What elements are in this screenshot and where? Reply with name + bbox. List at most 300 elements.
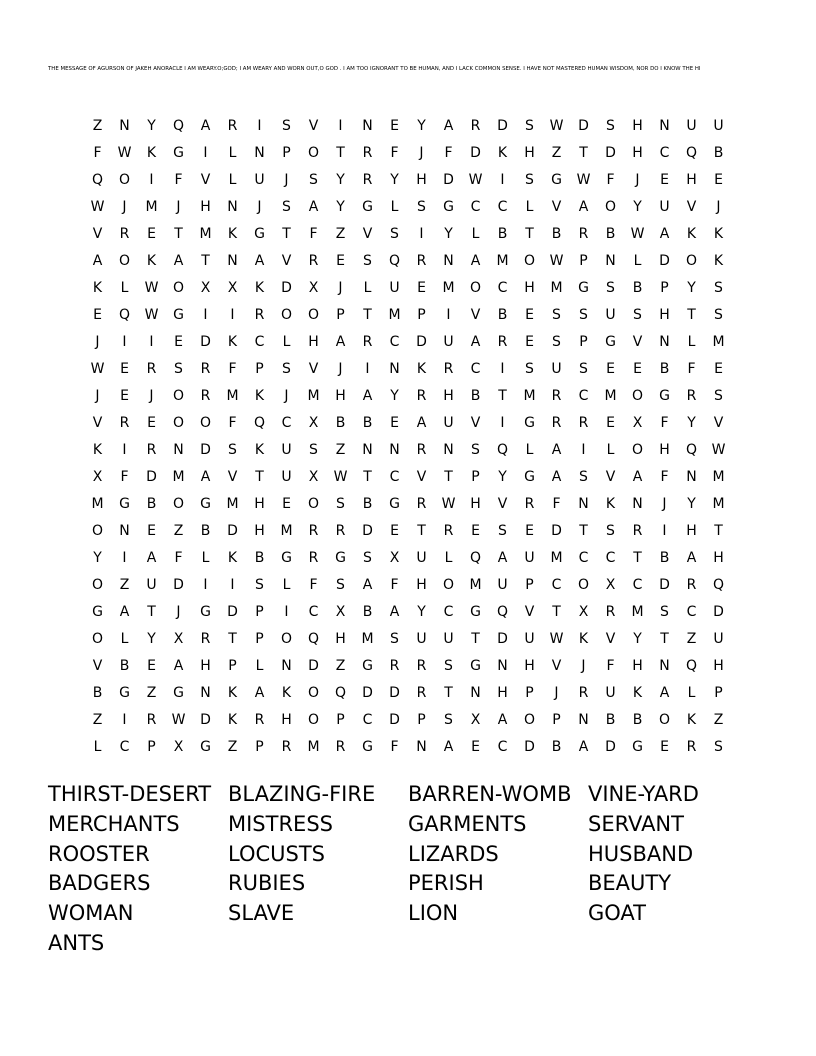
grid-letter: R <box>416 495 427 512</box>
grid-letter: R <box>335 738 346 755</box>
grid-letter: G <box>254 225 265 242</box>
grid-letter: F <box>606 657 615 674</box>
grid-letter: I <box>122 549 127 566</box>
grid-letter: E <box>282 495 291 512</box>
grid-letter: T <box>363 306 372 323</box>
grid-letter: U <box>659 198 670 215</box>
word-list-item: BADGERS <box>48 871 151 896</box>
grid-letter: E <box>606 414 615 431</box>
grid-letter: K <box>227 549 238 566</box>
grid-letter: X <box>335 603 346 620</box>
grid-letter: C <box>119 738 130 755</box>
grid-letter: Q <box>334 684 347 701</box>
grid-letter: V <box>605 468 616 485</box>
grid-letter: S <box>606 117 615 134</box>
grid-letter: P <box>660 279 669 296</box>
grid-letter: J <box>635 171 640 188</box>
grid-letter: S <box>390 225 399 242</box>
grid-letter: U <box>443 333 454 350</box>
grid-letter: F <box>444 144 453 161</box>
grid-row <box>84 463 732 490</box>
grid-letter: M <box>172 468 185 485</box>
grid-letter: E <box>120 360 129 377</box>
grid-letter: R <box>686 387 697 404</box>
word-list-item: LION <box>408 901 459 926</box>
grid-letter: O <box>658 711 671 728</box>
grid-letter: F <box>390 738 399 755</box>
grid-letter: L <box>201 549 210 566</box>
grid-letter: A <box>146 549 157 566</box>
grid-row <box>84 139 732 166</box>
grid-letter: F <box>390 576 399 593</box>
grid-letter: C <box>497 279 508 296</box>
grid-letter: T <box>498 387 507 404</box>
grid-letter: O <box>172 414 185 431</box>
grid-letter: U <box>551 360 562 377</box>
grid-letter: K <box>416 360 427 377</box>
grid-letter: O <box>604 198 617 215</box>
grid-letter: N <box>119 117 130 134</box>
grid-row <box>84 409 732 436</box>
grid-letter: T <box>579 522 588 539</box>
grid-letter: A <box>254 252 265 269</box>
grid-letter: R <box>254 306 265 323</box>
grid-letter: T <box>255 468 264 485</box>
grid-letter: J <box>419 144 424 161</box>
grid-letter: V <box>470 306 481 323</box>
grid-letter: G <box>443 198 454 215</box>
word-list-item: LOCUSTS <box>228 841 326 866</box>
grid-letter: V <box>227 468 238 485</box>
grid-letter: R <box>551 414 562 431</box>
grid-letter: P <box>417 711 426 728</box>
grid-letter: Z <box>686 630 697 647</box>
grid-letter: R <box>578 684 589 701</box>
grid-letter: E <box>714 171 723 188</box>
grid-letter: E <box>120 387 129 404</box>
word-list <box>48 780 768 959</box>
grid-letter: G <box>200 738 211 755</box>
grid-letter: E <box>714 360 723 377</box>
grid-letter: L <box>228 144 237 161</box>
grid-row <box>84 733 732 760</box>
grid-letter: G <box>389 495 400 512</box>
grid-letter: N <box>659 657 670 674</box>
grid-letter: H <box>254 522 265 539</box>
grid-letter: U <box>713 117 724 134</box>
grid-letter: R <box>281 738 292 755</box>
grid-letter: V <box>497 495 508 512</box>
grid-letter: J <box>95 387 100 404</box>
grid-letter: Y <box>417 117 426 134</box>
grid-letter: S <box>714 387 723 404</box>
grid-letter: A <box>497 711 508 728</box>
grid-letter: M <box>550 549 563 566</box>
grid-letter: U <box>146 576 157 593</box>
grid-letter: A <box>119 603 130 620</box>
grid-letter: L <box>525 198 534 215</box>
grid-letter: A <box>200 468 211 485</box>
grid-letter: L <box>282 333 291 350</box>
grid-letter: B <box>497 225 508 242</box>
grid-row <box>84 247 732 274</box>
grid-letter: B <box>119 657 130 674</box>
grid-letter: X <box>227 279 238 296</box>
grid-letter: R <box>686 576 697 593</box>
grid-letter: O <box>442 576 455 593</box>
grid-letter: K <box>713 225 724 242</box>
grid-letter: D <box>659 576 670 593</box>
grid-letter: Q <box>685 657 698 674</box>
grid-letter: T <box>525 225 534 242</box>
grid-letter: V <box>92 657 103 674</box>
grid-letter: M <box>145 198 158 215</box>
grid-letter: M <box>388 306 401 323</box>
grid-letter: R <box>443 360 454 377</box>
grid-letter: H <box>200 198 211 215</box>
grid-letter: O <box>172 387 185 404</box>
grid-letter: R <box>308 522 319 539</box>
grid-letter: R <box>200 630 211 647</box>
grid-letter: A <box>443 738 454 755</box>
grid-letter: L <box>255 657 264 674</box>
grid-letter: I <box>419 225 424 242</box>
grid-letter: A <box>470 333 481 350</box>
grid-letter: S <box>255 576 264 593</box>
grid-letter: R <box>551 387 562 404</box>
grid-row <box>84 436 732 463</box>
grid-letter: O <box>631 441 644 458</box>
word-list-item: PERISH <box>408 871 484 896</box>
grid-letter: J <box>338 360 343 377</box>
grid-letter: U <box>497 576 508 593</box>
grid-letter: W <box>549 252 564 269</box>
grid-letter: E <box>525 522 534 539</box>
word-list-item: LIZARDS <box>408 841 499 866</box>
grid-letter: S <box>633 306 642 323</box>
grid-letter: R <box>146 360 157 377</box>
grid-letter: Q <box>685 144 698 161</box>
grid-letter: N <box>659 333 670 350</box>
grid-letter: D <box>362 522 373 539</box>
grid-letter: O <box>577 576 590 593</box>
grid-letter: Y <box>687 279 696 296</box>
grid-letter: M <box>226 495 239 512</box>
grid-letter: O <box>172 495 185 512</box>
grid-letter: E <box>147 657 156 674</box>
grid-letter: T <box>714 522 723 539</box>
grid-letter: A <box>200 117 211 134</box>
grid-letter: N <box>389 360 400 377</box>
grid-letter: Q <box>712 576 725 593</box>
grid-letter: H <box>524 279 535 296</box>
grid-letter: G <box>632 738 643 755</box>
grid-letter: R <box>416 657 427 674</box>
grid-letter: W <box>144 279 159 296</box>
grid-letter: V <box>281 252 292 269</box>
grid-letter: W <box>711 441 726 458</box>
grid-letter: V <box>551 657 562 674</box>
grid-letter: L <box>687 684 696 701</box>
grid-letter: A <box>443 117 454 134</box>
grid-letter: F <box>120 468 129 485</box>
grid-letter: Z <box>227 738 238 755</box>
grid-letter: U <box>713 630 724 647</box>
grid-letter: A <box>416 414 427 431</box>
grid-letter: K <box>254 387 265 404</box>
grid-letter: E <box>147 522 156 539</box>
grid-letter: S <box>714 279 723 296</box>
word-list-item: GOAT <box>588 901 646 926</box>
grid-letter: S <box>606 279 615 296</box>
grid-letter: U <box>281 468 292 485</box>
grid-letter: K <box>281 684 292 701</box>
grid-letter: O <box>280 306 293 323</box>
grid-letter: G <box>200 495 211 512</box>
grid-letter: R <box>605 603 616 620</box>
grid-letter: H <box>254 495 265 512</box>
grid-letter: D <box>200 711 211 728</box>
grid-letter: H <box>632 117 643 134</box>
grid-letter: O <box>307 495 320 512</box>
grid-letter: H <box>659 441 670 458</box>
grid-letter: L <box>444 549 453 566</box>
grid-letter: F <box>390 144 399 161</box>
grid-letter: I <box>149 333 154 350</box>
grid-letter: Y <box>336 198 345 215</box>
grid-letter: T <box>444 684 453 701</box>
grid-letter: A <box>659 684 670 701</box>
grid-letter: O <box>118 171 131 188</box>
grid-letter: K <box>686 711 697 728</box>
grid-letter: B <box>146 495 157 512</box>
grid-letter: E <box>336 252 345 269</box>
grid-letter: C <box>281 414 292 431</box>
word-list-item: BARREN-WOMB <box>408 782 572 806</box>
grid-letter: G <box>92 603 103 620</box>
grid-letter: H <box>659 306 670 323</box>
grid-letter: R <box>497 333 508 350</box>
grid-letter: G <box>335 549 346 566</box>
grid-letter: S <box>660 603 669 620</box>
grid-letter: E <box>660 171 669 188</box>
grid-letter: B <box>254 549 265 566</box>
grid-letter: Y <box>633 630 642 647</box>
grid-letter: P <box>255 360 264 377</box>
grid-letter: K <box>686 225 697 242</box>
grid-letter: Q <box>496 603 509 620</box>
grid-letter: S <box>471 441 480 458</box>
grid-letter: F <box>660 414 669 431</box>
grid-letter: X <box>173 630 184 647</box>
grid-letter: G <box>470 603 481 620</box>
grid-letter: M <box>631 603 644 620</box>
grid-letter: U <box>686 117 697 134</box>
grid-letter: O <box>199 414 212 431</box>
grid-letter: I <box>500 171 505 188</box>
grid-letter: R <box>308 252 319 269</box>
grid-letter: F <box>228 414 237 431</box>
grid-letter: X <box>308 414 319 431</box>
word-list-item: RUBIES <box>228 871 306 896</box>
grid-letter: B <box>92 684 103 701</box>
grid-letter: D <box>146 468 157 485</box>
grid-letter: M <box>712 468 725 485</box>
grid-letter: T <box>282 225 291 242</box>
grid-letter: I <box>149 171 154 188</box>
grid-letter: O <box>523 252 536 269</box>
grid-letter: A <box>362 576 373 593</box>
grid-letter: E <box>390 522 399 539</box>
word-list-item: MISTRESS <box>228 811 333 836</box>
grid-letter: O <box>91 522 104 539</box>
grid-letter: Q <box>685 441 698 458</box>
grid-letter: D <box>659 252 670 269</box>
grid-letter: G <box>578 279 589 296</box>
grid-letter: R <box>686 738 697 755</box>
grid-letter: L <box>120 630 129 647</box>
grid-letter: J <box>284 171 289 188</box>
grid-letter: K <box>227 711 238 728</box>
grid-letter: U <box>281 441 292 458</box>
grid-letter: L <box>633 252 642 269</box>
grid-letter: B <box>551 738 562 755</box>
grid-letter: O <box>469 279 482 296</box>
grid-letter: G <box>173 144 184 161</box>
grid-letter: J <box>149 387 154 404</box>
word-list-item: THIRST-DESERT <box>48 782 212 806</box>
grid-letter: T <box>660 630 669 647</box>
grid-letter: K <box>227 225 238 242</box>
grid-letter: G <box>362 738 373 755</box>
grid-letter: I <box>122 333 127 350</box>
grid-letter: Q <box>496 441 509 458</box>
word-search-grid <box>84 112 732 760</box>
grid-letter: D <box>551 522 562 539</box>
grid-letter: C <box>308 603 319 620</box>
grid-letter: X <box>578 603 589 620</box>
grid-letter: R <box>200 387 211 404</box>
grid-letter: Q <box>118 306 131 323</box>
grid-letter: Y <box>687 414 696 431</box>
grid-letter: U <box>524 630 535 647</box>
grid-letter: U <box>443 630 454 647</box>
grid-letter: D <box>470 144 481 161</box>
grid-letter: B <box>605 225 616 242</box>
grid-letter: J <box>284 387 289 404</box>
grid-letter: S <box>282 198 291 215</box>
grid-letter: T <box>417 522 426 539</box>
grid-letter: J <box>95 333 100 350</box>
grid-letter: O <box>280 630 293 647</box>
grid-letter: B <box>659 360 670 377</box>
grid-letter: C <box>578 387 589 404</box>
grid-letter: G <box>173 684 184 701</box>
grid-letter: A <box>389 603 400 620</box>
grid-letter: N <box>362 117 373 134</box>
grid-row <box>84 490 732 517</box>
grid-letter: G <box>605 333 616 350</box>
grid-letter: P <box>552 711 561 728</box>
grid-letter: T <box>147 603 156 620</box>
grid-letter: N <box>605 252 616 269</box>
grid-letter: R <box>119 414 130 431</box>
grid-letter: X <box>200 279 211 296</box>
grid-letter: H <box>335 387 346 404</box>
grid-letter: B <box>470 387 481 404</box>
grid-letter: F <box>552 495 561 512</box>
puzzle-header-text: THE MESSAGE OF AGURSON OF JAKEH ANORACLE I AM WEARY.O;GOD; I AM WEARY AND WORN OUT,O GOD . I AM TOO IGNORANT TO BE HUMAN, AND I LACK COMMON SENSE. I HAVE NOT MASTERED HUMAN WISDOM, NOR DO I KNOW THE HI <box>48 66 701 72</box>
grid-letter: E <box>93 306 102 323</box>
grid-letter: P <box>417 306 426 323</box>
grid-letter: H <box>281 711 292 728</box>
grid-letter: U <box>605 306 616 323</box>
grid-letter: S <box>525 360 534 377</box>
grid-letter: K <box>146 144 157 161</box>
grid-letter: N <box>119 522 130 539</box>
grid-letter: A <box>578 738 589 755</box>
grid-letter: D <box>200 441 211 458</box>
grid-letter: U <box>443 414 454 431</box>
grid-letter: L <box>228 171 237 188</box>
grid-letter: C <box>632 576 643 593</box>
word-list-item: SLAVE <box>228 901 295 926</box>
grid-letter: G <box>119 684 130 701</box>
grid-letter: W <box>549 117 564 134</box>
grid-letter: D <box>173 576 184 593</box>
grid-letter: D <box>524 738 535 755</box>
grid-letter: D <box>389 711 400 728</box>
grid-row <box>84 112 732 139</box>
grid-letter: H <box>416 576 427 593</box>
grid-letter: I <box>662 522 667 539</box>
grid-row <box>84 652 732 679</box>
grid-row <box>84 301 732 328</box>
grid-letter: E <box>633 360 642 377</box>
grid-letter: J <box>176 198 181 215</box>
grid-letter: O <box>172 279 185 296</box>
grid-letter: U <box>416 549 427 566</box>
grid-letter: V <box>632 333 643 350</box>
grid-row <box>84 625 732 652</box>
grid-letter: R <box>200 360 211 377</box>
grid-letter: A <box>308 198 319 215</box>
grid-letter: V <box>92 414 103 431</box>
grid-letter: F <box>309 225 318 242</box>
grid-letter: Y <box>687 495 696 512</box>
grid-letter: M <box>361 630 374 647</box>
grid-letter: A <box>551 468 562 485</box>
grid-letter: P <box>255 630 264 647</box>
grid-letter: M <box>91 495 104 512</box>
grid-letter: Z <box>146 684 157 701</box>
grid-letter: R <box>146 711 157 728</box>
grid-letter: G <box>551 171 562 188</box>
grid-letter: H <box>686 171 697 188</box>
grid-letter: I <box>581 441 586 458</box>
grid-letter: H <box>335 630 346 647</box>
grid-letter: R <box>335 522 346 539</box>
grid-letter: X <box>605 576 616 593</box>
grid-letter: E <box>471 522 480 539</box>
grid-letter: T <box>228 630 237 647</box>
grid-letter: B <box>362 495 373 512</box>
grid-letter: Y <box>417 603 426 620</box>
grid-letter: K <box>605 495 616 512</box>
grid-letter: M <box>307 387 320 404</box>
grid-row <box>84 679 732 706</box>
grid-letter: V <box>92 225 103 242</box>
